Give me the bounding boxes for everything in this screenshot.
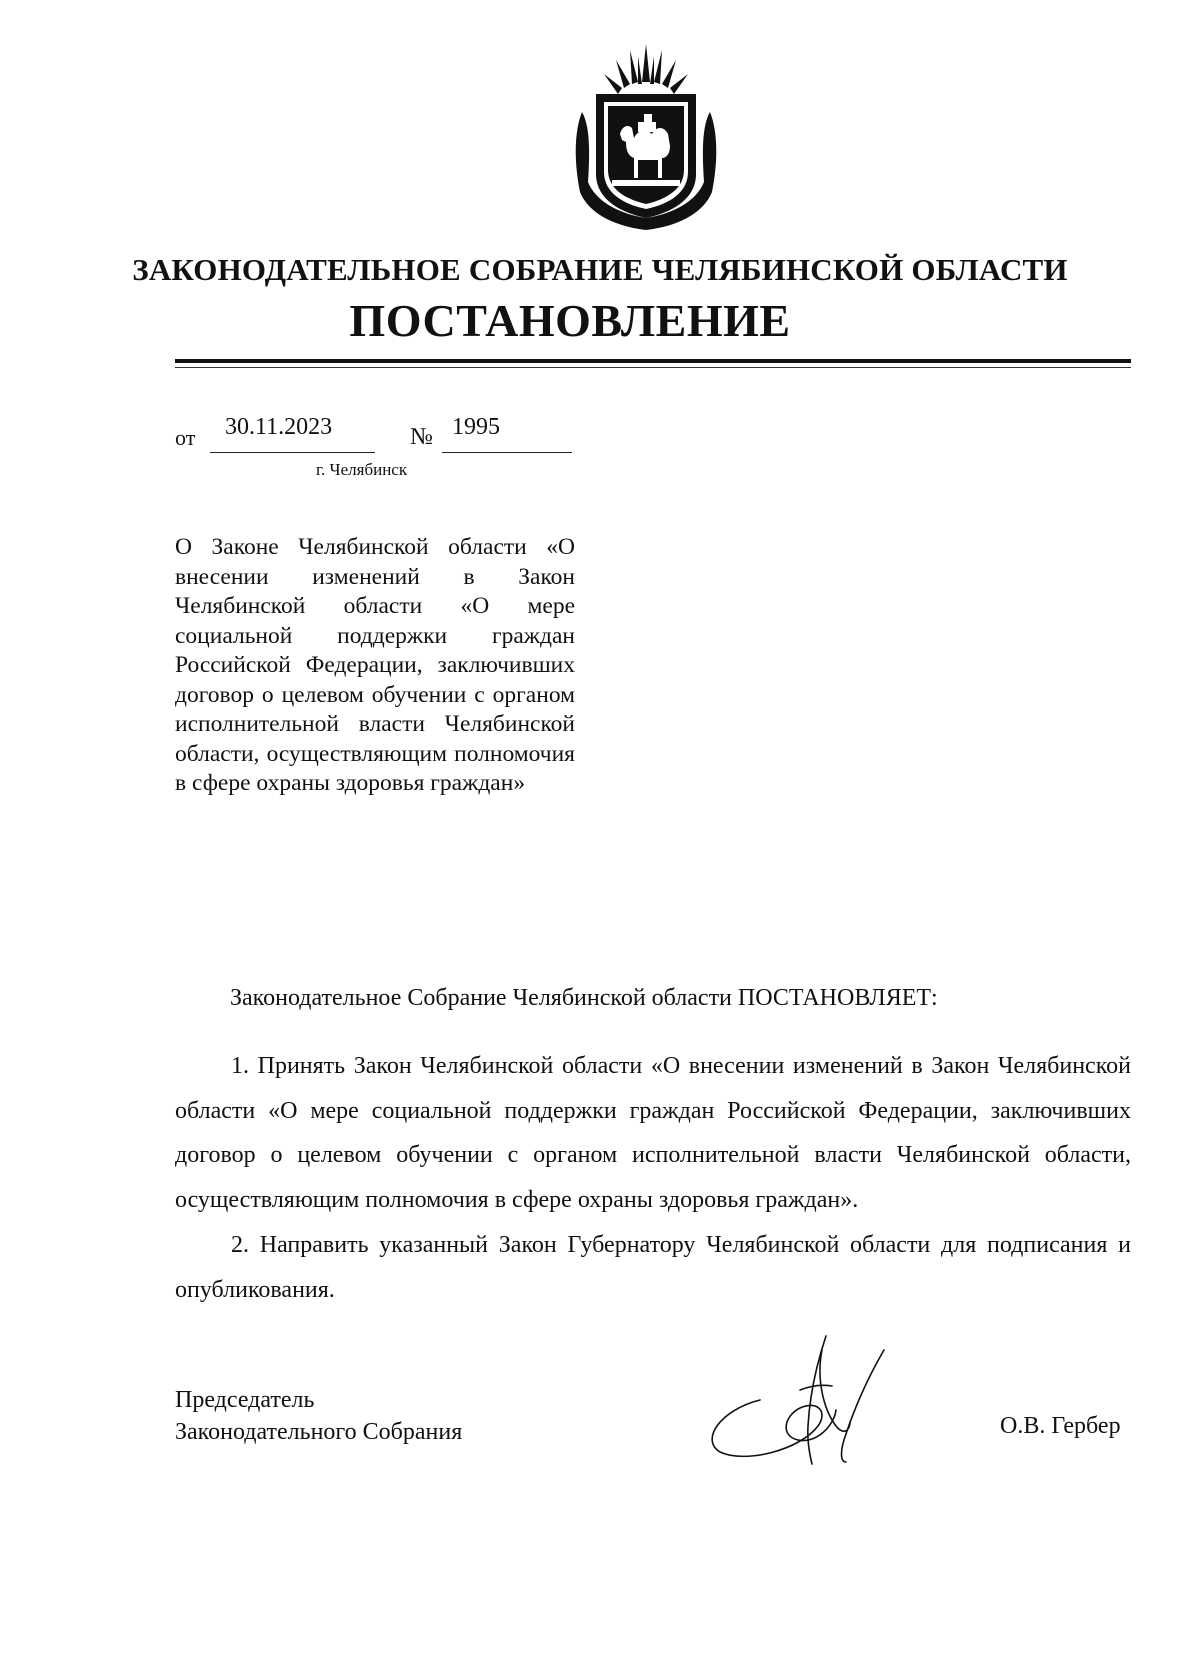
city-label: г. Челябинск — [316, 460, 408, 479]
document-date: 30.11.2023 — [225, 414, 333, 440]
position-line: Законодательного Собрания — [175, 1419, 463, 1445]
header-thick-rule — [175, 359, 1131, 363]
signer-name: О.В. Гербер — [1000, 1413, 1121, 1439]
document-subject: О Законе Челябинской области «О внесении изменений в Закон Челябинской области «О мере социальной поддержки граждан Российской Федерации, заключивших договор о целевом обучении с органом исполнительной власти Челябинской области, осуществляющим полномочия в сфере охраны здоровья граждан» — [175, 534, 575, 796]
date-underline — [210, 452, 375, 453]
organization-name: ЗАКОНОДАТЕЛЬНОЕ СОБРАНИЕ ЧЕЛЯБИНСКОЙ ОБЛАСТИ — [132, 252, 1068, 287]
coat-of-arms-icon — [572, 42, 720, 232]
document-type-title: ПОСТАНОВЛЕНИЕ — [349, 295, 791, 346]
resolves-statement: Законодательное Собрание Челябинской области ПОСТАНОВЛЯЕТ: — [230, 985, 938, 1011]
header-thin-rule — [175, 367, 1131, 368]
resolution-items — [175, 1044, 1131, 1312]
handwritten-signature — [700, 1330, 930, 1470]
document-number: 1995 — [452, 414, 500, 440]
date-label: от — [175, 425, 196, 450]
signatory-position — [175, 1384, 462, 1448]
resolution-item: 1. Принять Закон Челябинской области «О внесении изменений в Закон Челябинской области «О мере социальной поддержки граждан Российской Федерации, заключивших договор о целевом обучении с органом исполнительной власти Челябинской области, осуществляющим полномочия в сфере охраны здоровья граждан». — [175, 1053, 1131, 1214]
resolution-item: 2. Направить указанный Закон Губернатору Челябинской области для подписания и опубликования. — [175, 1231, 1131, 1303]
number-underline — [442, 452, 572, 453]
number-label: № — [410, 424, 433, 450]
position-line: Председатель — [175, 1387, 315, 1413]
